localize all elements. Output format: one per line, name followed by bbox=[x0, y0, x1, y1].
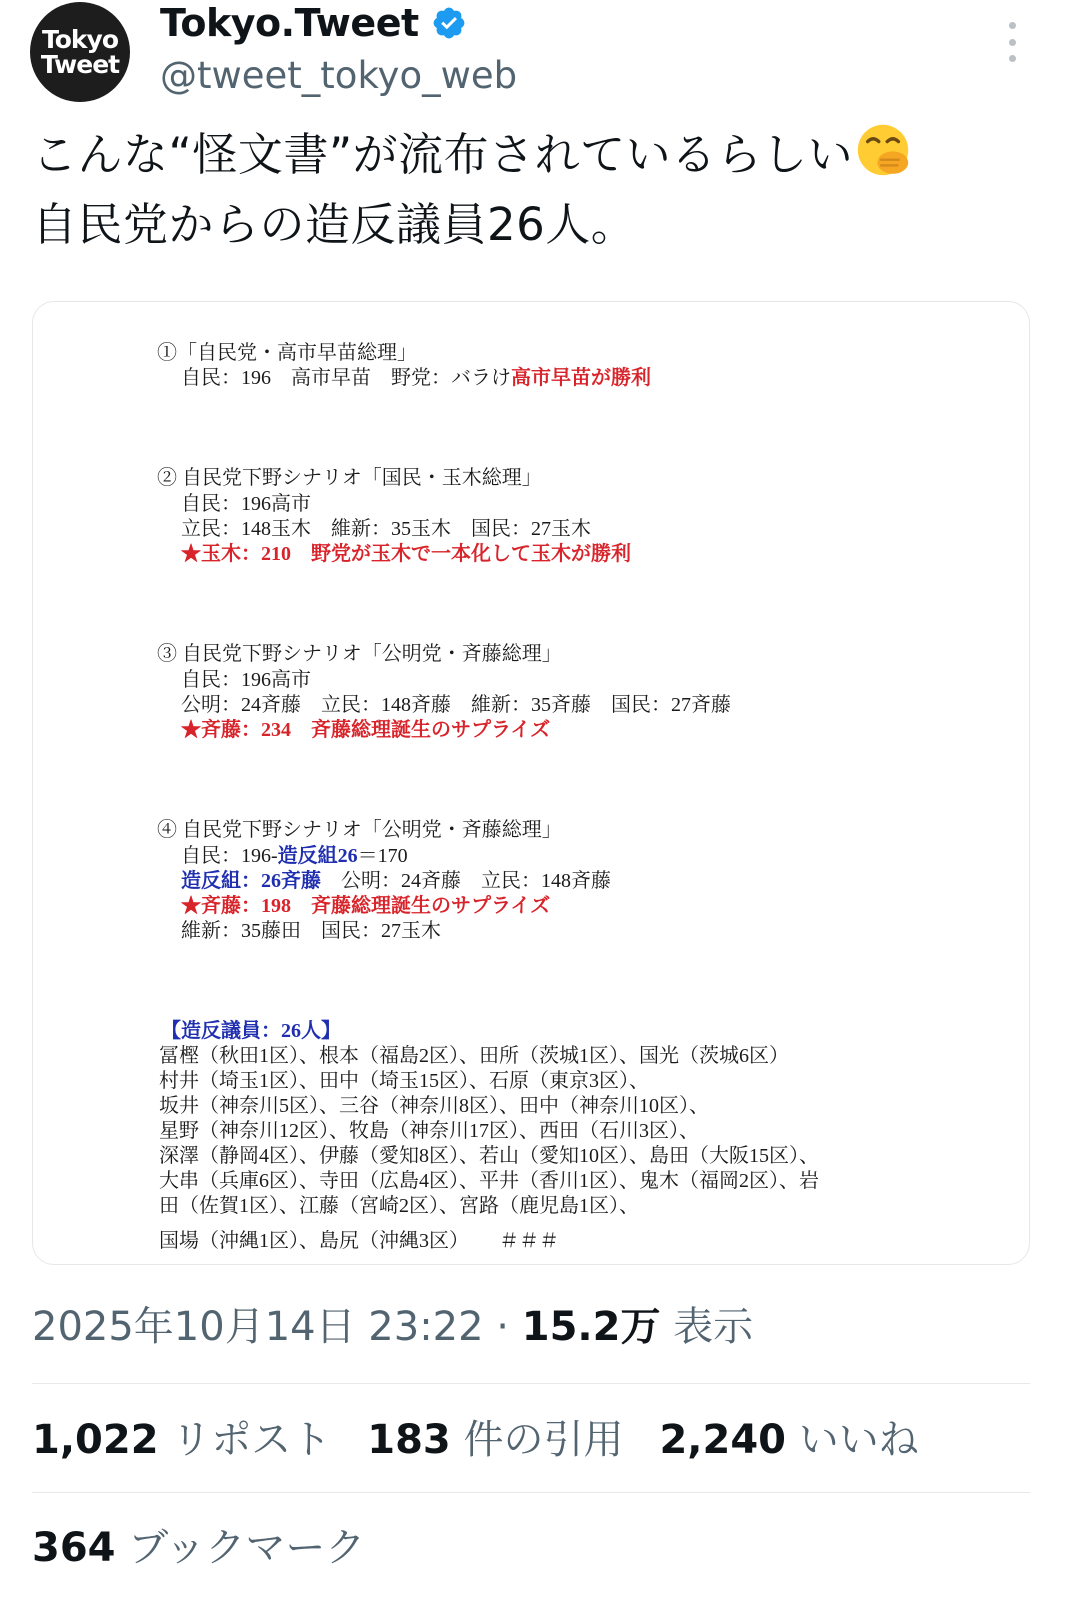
meta-separator: · bbox=[483, 1304, 522, 1350]
likes-label: いいね bbox=[786, 1417, 919, 1463]
scenario3-line1: 自民：196高市 bbox=[181, 669, 311, 691]
document-image bbox=[33, 302, 1029, 1264]
scenario1-result: 高市早苗が勝利 bbox=[511, 367, 651, 389]
reposts-stat[interactable] bbox=[32, 1412, 331, 1468]
likes-stat[interactable] bbox=[659, 1412, 918, 1468]
engagement-stats bbox=[32, 1412, 955, 1468]
scenario3-result: ★斉藤：234 斉藤総理誕生のサプライズ bbox=[181, 719, 551, 741]
scenario3-title: ③ 自民党下野シナリオ「公明党・斉藤総理」 bbox=[157, 643, 562, 665]
author-name-row bbox=[160, 0, 467, 46]
bookmarks-label: ブックマーク bbox=[115, 1525, 366, 1571]
scenario2-result: ★玉木：210 野党が玉木で一本化して玉木が勝利 bbox=[181, 543, 631, 565]
verified-badge-icon bbox=[431, 5, 467, 41]
scenario1-line1 bbox=[181, 365, 651, 391]
scenario4-line1-a: 自民：196- bbox=[181, 845, 278, 867]
scenario4-line2-a: 造反組：26斉藤 bbox=[181, 870, 321, 892]
tweet-text-line1 bbox=[32, 120, 1052, 190]
scenario3-line2: 公明：24斉藤 立民：148斉藤 維新：35斉藤 国民：27斉藤 bbox=[181, 694, 731, 716]
members-line: 坂井（神奈川5区）、三谷（神奈川8区）、田中（神奈川10区）、 bbox=[159, 1095, 709, 1117]
tweet-image-card[interactable] bbox=[32, 301, 1030, 1265]
face-with-hand-over-mouth-icon bbox=[855, 122, 911, 178]
members-line: 冨樫（秋田1区）、根本（福島2区）、田所（茨城1区）、国光（茨城6区） bbox=[159, 1045, 789, 1067]
members-line: 深澤（静岡4区）、伊藤（愛知8区）、若山（愛知10区）、島田（大阪15区）、 bbox=[159, 1145, 819, 1167]
more-options-icon[interactable] bbox=[1000, 22, 1024, 62]
views-label: 表示 bbox=[660, 1304, 754, 1350]
views-count: 15.2万 bbox=[521, 1304, 661, 1350]
divider bbox=[32, 1383, 1030, 1384]
scenario4-line2-b: 公明：24斉藤 立民：148斉藤 bbox=[321, 870, 611, 892]
quotes-label: 件の引用 bbox=[450, 1417, 624, 1463]
display-name[interactable]: Tokyo.Tweet bbox=[160, 1, 419, 45]
members-title: 【造反議員：26人】 bbox=[161, 1020, 341, 1042]
scenario2-line1: 自民：196高市 bbox=[181, 493, 311, 515]
bookmarks-count: 364 bbox=[32, 1525, 116, 1571]
reposts-count: 1,022 bbox=[32, 1417, 159, 1463]
tweet-timestamp[interactable]: 2025年10月14日 23:22 bbox=[32, 1304, 484, 1350]
tweet-text bbox=[32, 120, 1052, 260]
scenario1-title: ①「自民党・高市早苗総理」 bbox=[157, 342, 417, 364]
members-line: 星野（神奈川12区）、牧島（神奈川17区）、西田（石川3区）、 bbox=[159, 1120, 699, 1142]
scenario4-title: ④ 自民党下野シナリオ「公明党・斉藤総理」 bbox=[157, 819, 562, 841]
tweet-text-line2: 自民党からの造反議員26人。 bbox=[32, 198, 637, 251]
scenario1-line1-text: 自民：196 高市早苗 野党：バラけ bbox=[181, 367, 511, 389]
scenario4-line4: 維新：35藤田 国民：27玉木 bbox=[181, 920, 441, 942]
avatar-text-line1: Tokyo bbox=[41, 25, 118, 54]
scenario4-line2 bbox=[181, 868, 611, 894]
scenario4-line1-b: 造反組26 bbox=[277, 845, 358, 867]
tweet-line1-text: こんな“怪文書”が流布されているらしい bbox=[32, 128, 854, 181]
members-line: 国場（沖縄1区）、島尻（沖縄3区） ＃＃＃ bbox=[159, 1230, 559, 1252]
avatar[interactable] bbox=[30, 2, 130, 102]
members-line: 大串（兵庫6区）、寺田（広島4区）、平井（香川1区）、鬼木（福岡2区）、岩 bbox=[159, 1170, 819, 1192]
quotes-stat[interactable] bbox=[367, 1412, 623, 1468]
scenario4-line1-c: ＝170 bbox=[357, 845, 408, 867]
scenario2-title: ② 自民党下野シナリオ「国民・玉木総理」 bbox=[157, 467, 542, 489]
divider bbox=[32, 1492, 1030, 1493]
quotes-count: 183 bbox=[367, 1417, 451, 1463]
reposts-label: リポスト bbox=[158, 1417, 332, 1463]
scenario4-line1 bbox=[181, 843, 408, 869]
members-line: 村井（埼玉1区）、田中（埼玉15区）、石原（東京3区）、 bbox=[159, 1070, 649, 1092]
author-handle[interactable]: @tweet_tokyo_web bbox=[160, 54, 518, 97]
tweet-timestamp-row bbox=[32, 1300, 753, 1354]
avatar-text-line2: Tweet bbox=[40, 50, 120, 79]
likes-count: 2,240 bbox=[659, 1417, 786, 1463]
scenario2-line2: 立民：148玉木 維新：35玉木 国民：27玉木 bbox=[181, 518, 591, 540]
scenario4-result: ★斉藤：198 斉藤総理誕生のサプライズ bbox=[181, 895, 551, 917]
members-line: 田（佐賀1区）、江藤（宮崎2区）、宮路（鹿児島1区）、 bbox=[159, 1195, 639, 1217]
bookmarks-stat[interactable] bbox=[32, 1520, 365, 1576]
